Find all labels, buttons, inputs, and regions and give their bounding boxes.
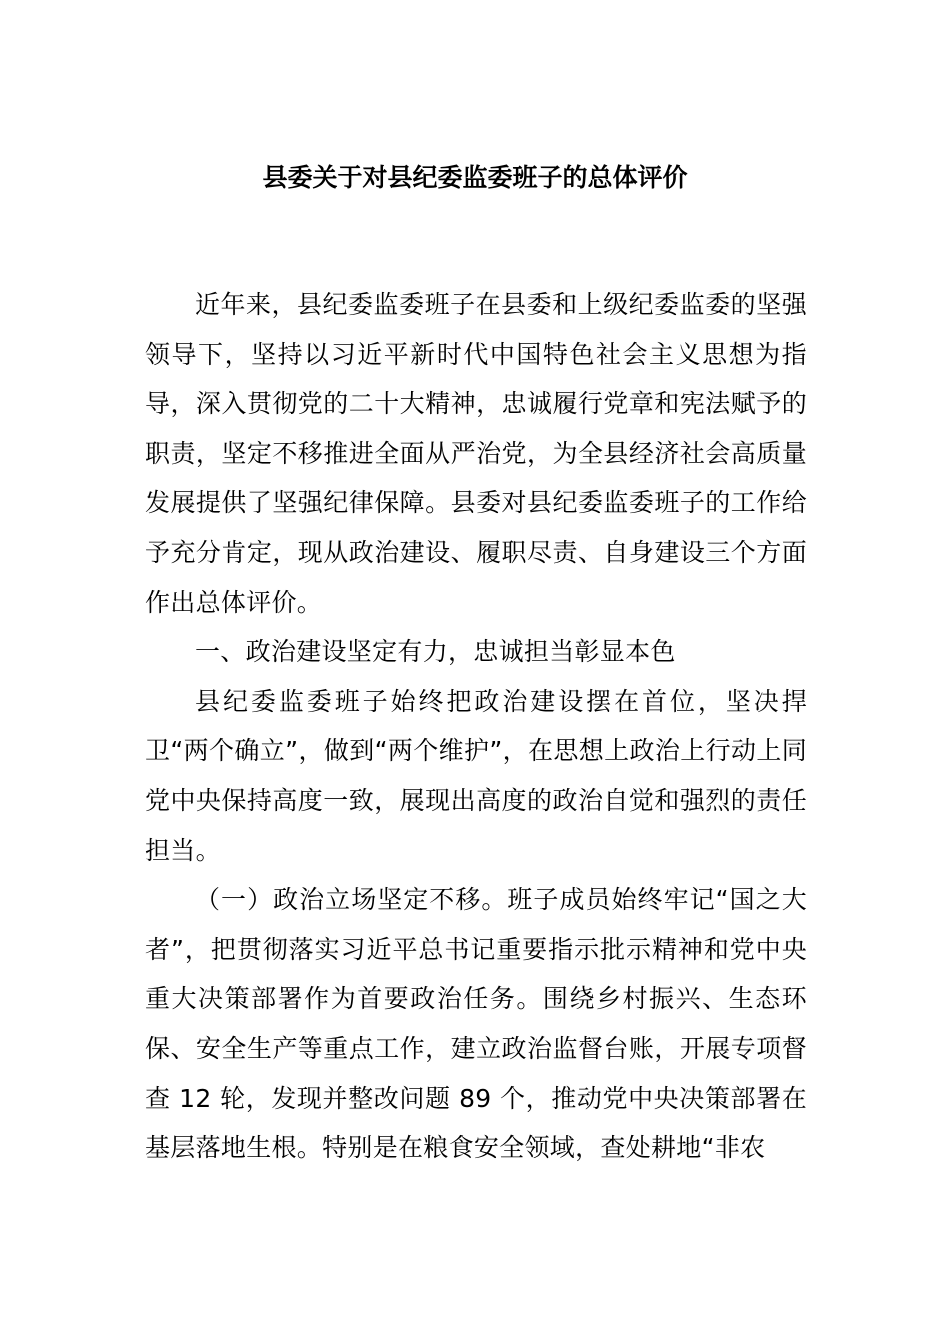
document-body (145, 280, 807, 1173)
paragraph-subsection-1: （一）政治立场坚定不移。班子成员始终牢记“国之大者”，把贯彻落实习近平总书记重要指示批示精神和党中央重大决策部署作为首要政治任务。围绕乡村振兴、生态环保、安全生产等重点工作，建立政治监督台账，开展专项督查 12 轮，发现并整改问题 89 个，推动党中央决策部署在基层落地生根。特别是在粮食安全领域，查处耕地“非农 (145, 885, 807, 1163)
section-heading-1: 一、政治建设坚定有力，忠诚担当彰显本色 (195, 637, 676, 667)
paragraph-intro: 近年来，县纪委监委班子在县委和上级纪委监委的坚强领导下，坚持以习近平新时代中国特色社会主义思想为指导，深入贯彻党的二十大精神，忠诚履行党章和宪法赋予的职责，坚定不移推进全面从严治党，为全县经济社会高质量发展提供了坚强纪律保障。县委对县纪委监委班子的工作给予充分肯定，现从政治建设、履职尽责、自身建设三个方面作出总体评价。 (145, 290, 807, 617)
document-title: 县委关于对县纪委监委班子的总体评价 (262, 163, 688, 192)
paragraph-section-1: 县纪委监委班子始终把政治建设摆在首位，坚决捍卫“两个确立”，做到“两个维护”，在思想上政治上行动上同党中央保持高度一致，展现出高度的政治自觉和强烈的责任担当。 (145, 686, 807, 865)
